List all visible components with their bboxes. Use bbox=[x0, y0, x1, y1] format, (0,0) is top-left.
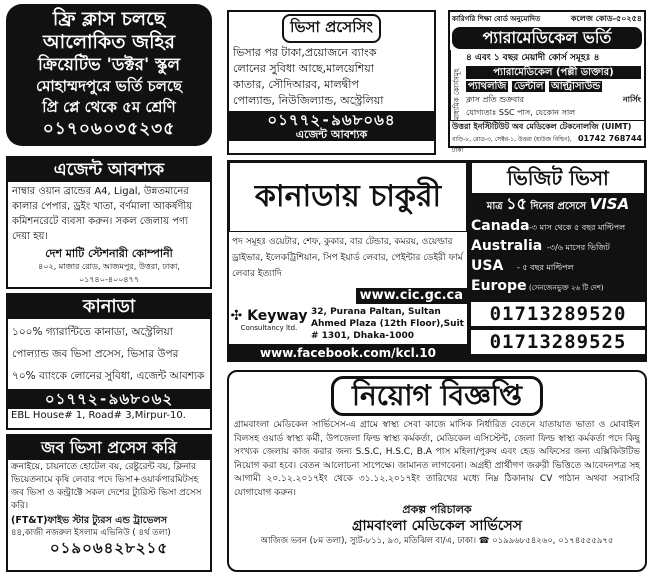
agent-body: নাম্বার ওয়ান ব্রান্ডের A4, Ligal, উন্নতমানের কালার পেপার, ড্রইং খাতা, বর্ণমালা আকর্ষণীয় কমিশনরেটে ব্যবসা করুন। সকল জেলায় পণ্য দেয়া হয়। bbox=[12, 186, 193, 242]
kcl-phone: 01713289525 bbox=[471, 330, 645, 354]
jobvisa-company: (FT&T)ফাইভ স্টার ট্যুরস এন্ড ট্রাভেলস bbox=[11, 515, 167, 526]
school-line: ক্রিয়েটিভ 'ডক্টর' স্কুল bbox=[38, 55, 180, 75]
canada-line: ৭০% ব্যাংকে লোনের সুবিধা, এজেন্ট আবশ্যক bbox=[12, 370, 205, 382]
paramedical-code: কলেজ কোড-৫০২৫৪ bbox=[570, 14, 642, 23]
school-line: আলোকিত জহির bbox=[43, 31, 175, 53]
school-line: প্রি প্লে থেকে ৫ম শ্রেণি bbox=[42, 98, 176, 116]
paramedical-address: বাড়ি-৮, রোড-৩, সেক্টর-১, উত্তরা (হাউজ বিল্ডিং), ঢাকা bbox=[452, 136, 572, 154]
kcl-country bbox=[471, 237, 645, 257]
recruit-org: গ্রামবাংলা মেডিকেল সার্ভিসেস bbox=[352, 518, 522, 534]
jobvisa-title: জব ভিসা প্রসেস করি bbox=[8, 436, 210, 460]
kcl-country-name: USA bbox=[471, 258, 504, 274]
kcl-visa-post: দিনের প্রসেসে bbox=[530, 201, 587, 212]
ad-visa-processing bbox=[227, 10, 436, 155]
kcl-posts: পদ সমূহঃ ওয়েটার, শেফ, কুকার, বার টেন্ডার, কমরয়, ওয়েল্ডার ড্রাইভার, ইলেকট্রিশিয়ান, সিপ ইয়ার্ড লেবার, পেইন্টার ডেইরী ফার্ম লেবার ইত্যাদি bbox=[229, 232, 467, 288]
visa-processing-title: ভিসা প্রসেসিং bbox=[282, 14, 381, 43]
visa-processing-line: লোনের সুবিধা আছে,মালয়েশিয়া bbox=[233, 62, 374, 75]
kcl-address: 32, Purana Paltan, Sultan Ahmed Plaza (12th Floor),Suit # 1301, Dhaka-1000 bbox=[311, 307, 464, 341]
school-phone: ০১৭০৬০৩৫২৩৫ bbox=[42, 119, 176, 139]
kcl-country bbox=[471, 217, 645, 237]
canada-title: কানাডা bbox=[8, 295, 210, 319]
kcl-visa-word: VISA bbox=[589, 195, 630, 213]
paramedical-course: ডেন্টাল bbox=[513, 81, 544, 92]
agent-company: দেশ মাটি স্টেশনারী কোম্পানী bbox=[45, 247, 173, 260]
paramedical-side-label: মাধ্যমিক কোর্সসমূহ bbox=[450, 50, 463, 120]
paramedical-course: আল্ট্রাসাউন্ড bbox=[550, 81, 601, 92]
kcl-country bbox=[471, 257, 645, 277]
ad-kcl bbox=[227, 160, 647, 362]
paramedical-title: প্যারামেডিকেল ভর্তি bbox=[452, 27, 642, 49]
kcl-facebook: www.facebook.com/kcl.10 bbox=[260, 346, 436, 360]
kcl-country-detail: -৩/৬ মাসের ভিজিট bbox=[547, 243, 610, 252]
ad-school bbox=[6, 4, 212, 146]
paramedical-course: নার্সিং bbox=[622, 95, 641, 104]
ad-recruit bbox=[227, 370, 647, 572]
visa-processing-footer: এজেন্ট আবশ্যক bbox=[229, 129, 434, 141]
recruit-signature: প্রকল্প পরিচালক bbox=[402, 503, 472, 516]
ad-agent: এজেন্ট আবশ্যক নাম্বার ওয়ান ব্রান্ডের A4, Ligal, উন্নতমানের কালার পেপার, ড্রইং খাতা, বর্ণমালা আকর্ষণীয় কমিশনরেটে ব্যবসা করুন। সকল জেলায় পণ্য দেয়া হয়। দেশ মাটি স্টেশনারী কোম্পানী ৪০২, মাজার রোড, আজমপুর, উত্তরা, ঢাকা, ০১৭৪০-৪০০৪৭৭ bbox=[6, 156, 212, 289]
paramedical-note: ক্লাস প্রতি শুক্রবার bbox=[466, 95, 524, 104]
ad-paramedical bbox=[448, 10, 646, 154]
agent-phone: ০১৭৪০-৪০০৪৭৭ bbox=[78, 275, 140, 284]
paramedical-course: প্যারামেডিকেল (পল্লী ডাক্তার) bbox=[466, 66, 641, 79]
paramedical-course: প্যাথলজি bbox=[468, 81, 507, 92]
jobvisa-address: ৪৪,কাজী নজরুল ইসলাম এভিনিউ ( ৪র্থ তলা) bbox=[11, 528, 171, 538]
kcl-country-detail: - ৫ বছর মাল্টিপল bbox=[517, 263, 574, 272]
kcl-country-detail: (সেনজেনভুক্ত ২৬ টি দেশ) bbox=[529, 284, 604, 292]
kcl-logo-icon: ✣ bbox=[230, 308, 243, 324]
canada-line: ১০০% গ্যারান্টিতে কানাডা, অস্ট্রেলিয়া bbox=[12, 326, 173, 338]
jobvisa-phone: ০১৯০৬৪২৮২১৫ bbox=[49, 539, 169, 557]
paramedical-sub: ৪ এবং ১ বছর মেয়াদী কোর্স সমূহঃ ৪ bbox=[466, 53, 600, 63]
recruit-body: গ্রামবাংলা মেডিকেল সার্ভিসেস-এ গ্রামে স্বাস্থ্য সেবা কাজে মাসিক নির্ধারিত বেতনে যাতায়াত ভাতা ও মোবাইল বিলসহ ওয়ার্ড স্বাস্থ্য কর্মী, উপজেলা ফিল্ড স্বাস্থ্য কর্মকর্তা, মেডিকেল এসিস্টেন্ট, জেলা ফিল্ড স্বাস্থ্য কর্মকর্তা পদে কিছু সংখ্যক জেলায় কাজ করার জন্য S.S.C, H.S.C, B.A পাস মহিলা/পুরুষ এবং হেড অফিসের জন্য এক্সিকিউটিভ নিয়োগ করা হবে। বেতন আলোচনা সাপেক্ষে। জামানত লাগবেনা। অগ্রহী প্রার্থীগণ জরুরী ভিত্তিতে আবেদনপত্র সহ আগামী ২০.১২.২০১৭ইং থেকে ৩১.১২.২০১৭ইং তারিখের মধ্যে নিম্ন ঠিকানায় CV পাঠান অথবা সরাসরি যোগাযোগ করুন। bbox=[234, 420, 640, 498]
paramedical-note: যোগ্যতাঃ SSC পাস, যেকোন সাল bbox=[466, 108, 576, 117]
kcl-logo-name: Keyway bbox=[247, 308, 308, 324]
kcl-country-detail: -৩ মাস থেকে ৫ বছর মাল্টিপল bbox=[529, 223, 626, 232]
kcl-visa-days: ১৫ bbox=[506, 194, 527, 213]
school-line: মোহাম্মদপুরে ভর্তি চলছে bbox=[35, 77, 183, 95]
kcl-visit-title: ভিজিট ভিসা bbox=[471, 162, 645, 194]
kcl-country bbox=[471, 277, 645, 298]
kcl-visa-pre: মাত্র bbox=[486, 201, 503, 212]
agent-title: এজেন্ট আবশ্যক bbox=[8, 158, 210, 182]
kcl-website: www.cic.gc.ca bbox=[359, 288, 463, 303]
canada-address: EBL House# 1, Road# 3,Mirpur-10. bbox=[11, 410, 186, 421]
kcl-headline: কানাডায় চাকুরী bbox=[229, 162, 467, 232]
kcl-country-name: Canada bbox=[471, 218, 530, 234]
canada-line: পোল্যান্ড জব ভিসা প্রসেস, ভিসার উপর bbox=[12, 348, 179, 360]
visa-processing-line: ভিসার পর টাকা,প্রয়োজনে ব্যাংক bbox=[233, 46, 377, 59]
visa-processing-line: পোল্যান্ড, নিউজিল্যান্ড, অস্ট্রেলিয়া bbox=[233, 94, 384, 107]
kcl-logo-sub: Consultancy ltd. bbox=[240, 324, 298, 332]
ad-jobvisa bbox=[6, 434, 212, 572]
canada-phone: ০১৭৭২-৯৬৮০৬২ bbox=[8, 389, 210, 409]
recruit-title: নিয়োগ বিজ্ঞপ্তি bbox=[331, 376, 543, 416]
kcl-country-name: Europe bbox=[471, 278, 527, 294]
kcl-phone: 01713289520 bbox=[471, 302, 645, 326]
visa-processing-line: কাতার, সৌদিআরব, মালদ্বীপ bbox=[233, 78, 359, 91]
kcl-country-name: Australia bbox=[471, 238, 543, 254]
recruit-address: আজিজ ভবন (৮ম তলা), স্যুট-৮১১, ৯৩, মতিঝিল বা/এ, ঢাকা। ☎ ০১৯৯৬৮৫৪২৬০, ০১৭৪৫৫৫৯৭৫ bbox=[260, 536, 614, 546]
paramedical-institute: উত্তরা ইনস্টিটিউট অব মেডিকেল টেকনোলজি (UIMT) bbox=[450, 120, 644, 134]
ad-canada bbox=[6, 293, 212, 430]
paramedical-board: কারিগরি শিক্ষা বোর্ড অনুমোদিত bbox=[452, 15, 541, 23]
jobvisa-body: ক্রনাইয়ে, চায়নাতে হোটেল বয়, রেষ্টুরেন্ট বয়, ক্লিনার ভিয়েতনামে কৃষি লেবার পদে ভিসা+ওয়ার্কপারমিটসহ জব ভিসা ও কন্ট্রাক্টে সকল দেশের ট্যুরিস্ট ভিসা প্রসেস করি। bbox=[11, 462, 202, 511]
visa-processing-phone: ০১৭৭২-৯৬৮০৬৪ bbox=[229, 111, 434, 129]
school-line: ফ্রি ক্লাস চলছে bbox=[52, 8, 166, 30]
agent-address: ৪০২, মাজার রোড, আজমপুর, উত্তরা, ঢাকা bbox=[38, 262, 178, 271]
paramedical-phone: 01742 768744 bbox=[577, 134, 642, 143]
